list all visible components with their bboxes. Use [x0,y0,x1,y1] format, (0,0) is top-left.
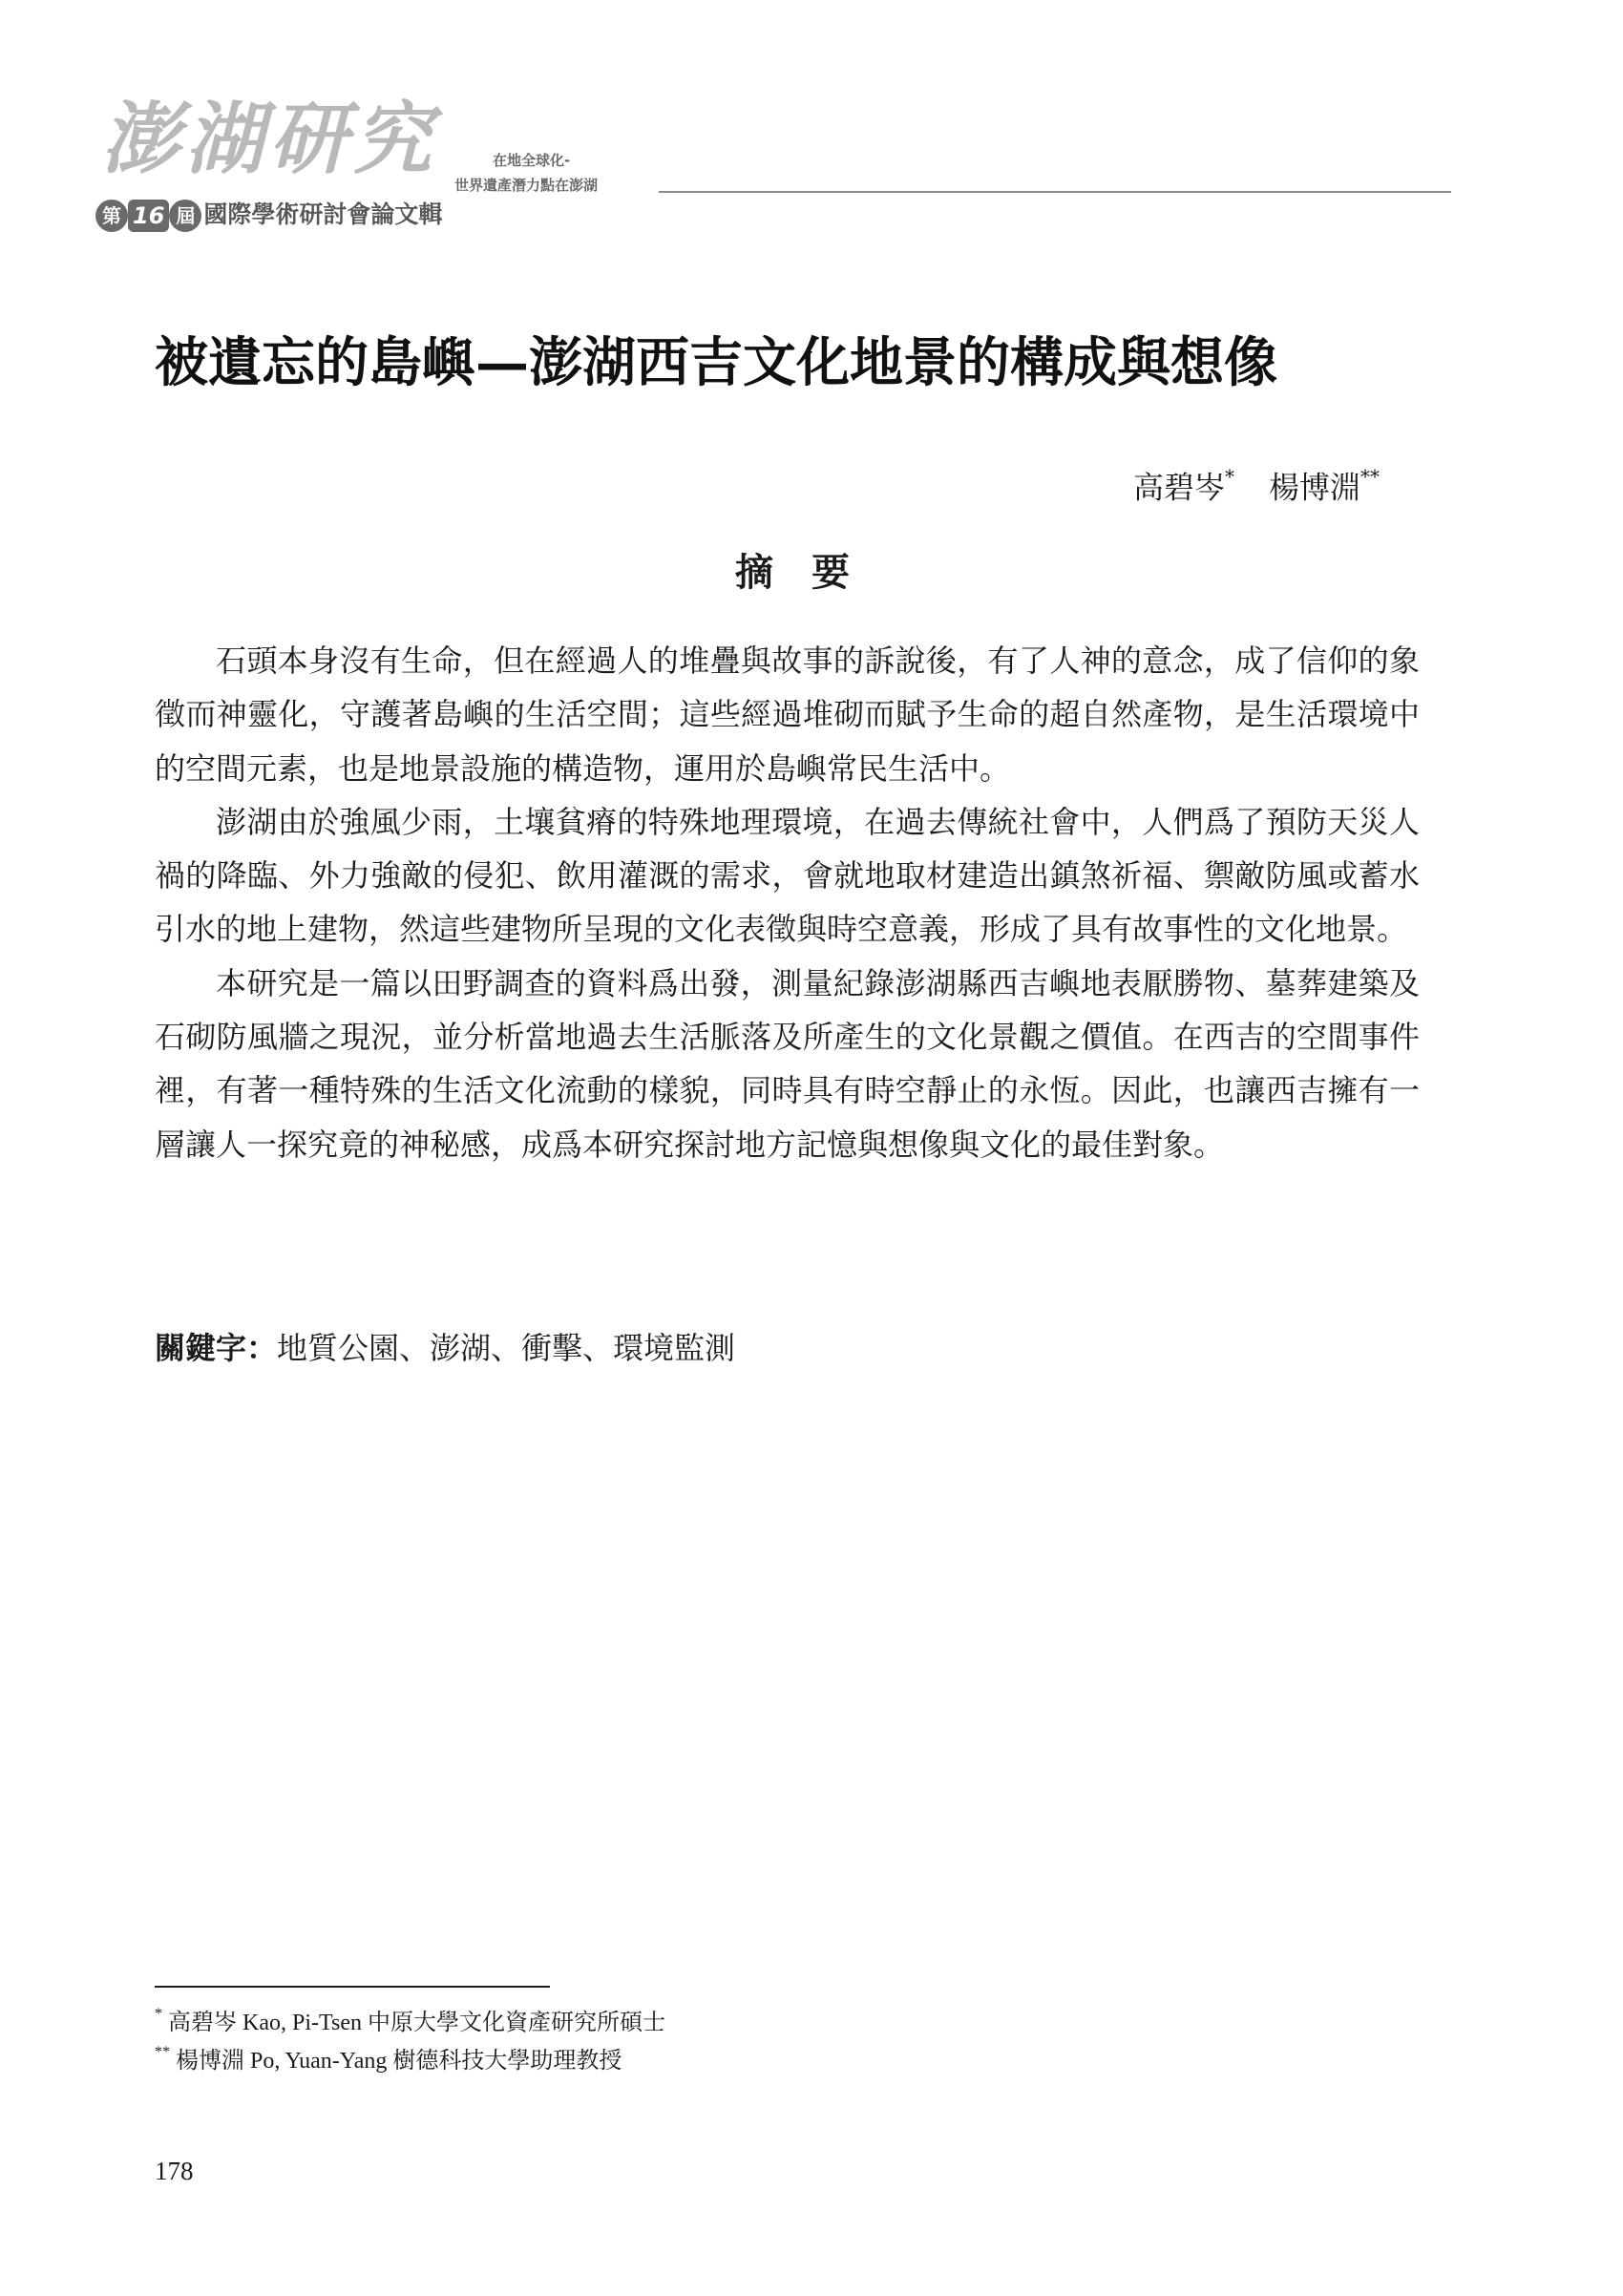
abstract-heading: 摘要 [735,550,888,595]
author-line [1133,456,1380,512]
author-name: 高碧岑 [1132,469,1225,506]
keywords-list: 地質公園、澎湖、衝擊、環境監測 [277,1330,736,1366]
abstract-paragraph: 石頭本身沒有生命，但在經過人的堆疊與故事的訴說後，有了人神的意念，成了信仰的象徵而神靈化，守護著島嶼的生活空間；這些經過堆砌而賦予生命的超自然產物，是生活環境中的空間元素，也是地景設施的構造物，運用於島嶼常民生活中。 [155,642,1420,787]
keywords-label: 關鍵字： [155,1330,278,1366]
conference-theme [454,148,598,198]
abstract-body [155,634,1420,1171]
theme-line-2: 世界遺產潛力點在澎湖 [454,177,599,194]
page-number: 178 [155,2157,194,2185]
footnotes [155,2001,1396,2077]
abstract-paragraph: 澎湖由於強風少雨，土壤貧瘠的特殊地理環境，在過去傳統社會中，人們爲了預防天災人禍的降臨、外力強敵的侵犯、飲用灌溉的需求，會就地取材建造出鎮煞祈福、禦敵防風或蓄水引水的地上建物，然這些建物所呈現的文化表徵與時空意義，形成了具有故事性的文化地景。 [155,803,1420,948]
journal-logo-title: 澎湖研究 [101,94,437,185]
footnote-mark: ** [155,2044,170,2060]
footnote-item [155,2001,1396,2039]
author-footnote-mark[interactable]: ** [1360,465,1380,488]
header-divider [659,191,1451,193]
abstract-paragraph: 本研究是一篇以田野調查的資料爲出發，測量紀錄澎湖縣西吉嶼地表厭勝物、墓葬建築及石砌防風牆之現況，並分析當地過去生活脈落及所產生的文化景觀之價值。在西吉的空間事件裡，有著一種特殊的生活文化流動的樣貌，同時具有時空靜止的永恆。因此，也讓西吉擁有一層讓人一探究竟的神秘感，成爲本研究探討地方記憶與想像與文化的最佳對象。 [155,964,1420,1163]
footnote-item [155,2039,1396,2077]
edition-number: 16 [128,200,169,232]
keywords-line [155,1321,1420,1375]
article-title: 被遺忘的島嶼—澎湖西吉文化地景的構成與想像 [155,331,1277,394]
author-footnote-mark[interactable]: * [1224,465,1234,488]
conference-name: 國際學術研討會論文輯 [203,200,443,228]
conference-subtitle [95,198,442,232]
footnote-text: 楊博淵 Po, Yuan-Yang 樹德科技大學助理教授 [176,2049,622,2074]
author-name: 楊博淵 [1268,469,1360,506]
footnote-mark: * [155,2006,162,2022]
edition-prefix: 第 [95,200,128,232]
theme-line-1: 在地全球化- [493,152,571,169]
footnote-text: 高碧岑 Kao, Pi-Tsen 中原大學文化資產研究所碩士 [168,2011,665,2035]
running-header [95,94,1451,243]
edition-suffix: 屆 [169,200,201,232]
footnote-divider [155,1986,550,1988]
